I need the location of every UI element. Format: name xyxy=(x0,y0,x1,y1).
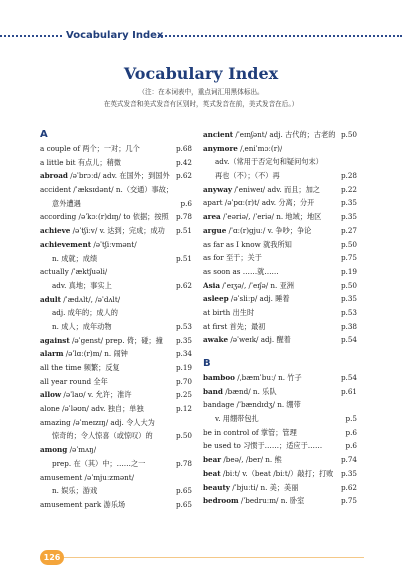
index-entry xyxy=(40,210,192,224)
entry-definition: 全年 xyxy=(91,376,108,386)
entry-text xyxy=(203,371,302,385)
index-entry xyxy=(40,265,192,279)
entry-headword: amusement park xyxy=(40,499,102,509)
entry-text xyxy=(52,279,112,293)
entry-text xyxy=(40,142,140,156)
entry-headword: argue xyxy=(203,225,227,235)
entry-text xyxy=(40,416,155,430)
entry-headword: as soon as xyxy=(203,266,241,276)
entry-text xyxy=(40,361,120,375)
footer-rule xyxy=(64,557,364,558)
index-entry xyxy=(203,169,357,183)
entry-headword: awake xyxy=(203,335,229,345)
entry-page-ref xyxy=(190,293,192,307)
entry-text xyxy=(203,292,290,306)
entry-definition: 游乐场 xyxy=(101,499,126,509)
entry-page-ref: p.51 xyxy=(175,253,192,263)
entry-page-ref: p.6 xyxy=(345,427,357,437)
entry-headword: beat xyxy=(203,468,221,478)
entry-text xyxy=(203,333,291,347)
entry-definition: 再也（不）；（不）再 xyxy=(215,171,280,181)
header-dots-left xyxy=(0,35,62,37)
entry-text xyxy=(203,238,292,252)
entry-text xyxy=(40,498,125,512)
entry-definition: /biːt/ v.（beat /biːt/）敲打；打败 xyxy=(220,468,334,478)
index-entry xyxy=(203,224,357,238)
index-entry xyxy=(40,320,192,334)
entry-headword: Asia xyxy=(203,280,221,290)
entry-headword: anyway xyxy=(203,184,233,194)
entry-text xyxy=(203,279,294,293)
entry-page-ref xyxy=(190,183,192,197)
index-entry xyxy=(203,439,357,453)
entry-text xyxy=(203,196,314,210)
index-entry xyxy=(40,238,192,252)
index-entry xyxy=(203,142,357,156)
entry-page-ref: p.70 xyxy=(175,376,192,386)
entry-page-ref: p.74 xyxy=(340,455,357,465)
entry-definition: /əˈgenst/ prep. 倚；碰；撞 xyxy=(69,335,163,345)
entry-headword: be used to xyxy=(203,441,241,451)
entry-definition: /əˈkɔː(r)dɪŋ/ to 依据；按照 xyxy=(76,212,169,222)
entry-page-ref xyxy=(355,155,357,169)
index-entry xyxy=(40,361,192,375)
entry-text xyxy=(40,402,144,416)
entry-text xyxy=(203,494,304,508)
entry-page-ref xyxy=(190,238,192,252)
entry-text xyxy=(52,457,145,471)
entry-definition: /əˈpɑː(r)t/ adv. 分离；分开 xyxy=(222,198,315,208)
entry-headword: a couple of xyxy=(40,144,80,153)
entry-text xyxy=(203,210,321,224)
entry-page-ref: p.65 xyxy=(175,499,192,509)
note-line-2: 在英式发音和美式发音有区别时，英式发音在前，美式发音在后。） xyxy=(103,100,299,108)
index-entry xyxy=(203,333,357,347)
index-entry xyxy=(203,155,357,169)
entry-text xyxy=(52,197,81,211)
entry-page-ref xyxy=(190,471,192,485)
entry-definition: 习惯于……；适应于…… xyxy=(240,441,323,451)
entry-definition: 频繁；反复 xyxy=(81,363,120,372)
entry-headword: against xyxy=(40,335,70,345)
entry-page-ref xyxy=(190,306,192,320)
entry-page-ref: p.50 xyxy=(175,431,192,441)
entry-list-b xyxy=(203,371,357,508)
page-number-badge: 126 xyxy=(40,550,64,565)
index-entry xyxy=(203,398,357,412)
index-entry xyxy=(40,197,192,211)
entry-headword: bandage xyxy=(203,400,235,410)
entry-headword: actually xyxy=(40,267,69,277)
index-entry xyxy=(203,306,357,320)
index-entry xyxy=(203,412,357,426)
entry-text xyxy=(203,481,298,495)
entry-headword: bedroom xyxy=(203,496,239,506)
entry-headword: allow xyxy=(40,390,62,400)
entry-definition: /ˌbæmˈbuː/ n. 竹子 xyxy=(234,373,302,382)
index-entry xyxy=(40,306,192,320)
entry-headword: band xyxy=(203,386,223,396)
entry-definition: n. 成就；成绩 xyxy=(52,253,98,263)
entry-headword: apart xyxy=(203,198,223,208)
entry-page-ref: p.78 xyxy=(175,458,192,468)
index-entry xyxy=(40,347,192,361)
entry-page-ref: p.35 xyxy=(340,294,357,304)
entry-definition: 至于；关于 xyxy=(223,253,262,263)
entry-page-ref: p.34 xyxy=(175,349,192,359)
index-entry xyxy=(40,183,192,197)
index-entry xyxy=(40,252,192,266)
entry-text xyxy=(203,385,277,399)
index-entry xyxy=(203,210,357,224)
entry-page-ref: p.38 xyxy=(340,321,357,331)
entry-page-ref: p.35 xyxy=(340,212,357,222)
index-entry xyxy=(203,467,357,481)
entry-definition: /ˈeɪnʃənt/ adj. 古代的；古老的 xyxy=(233,130,336,139)
entry-page-ref: p.50 xyxy=(340,130,357,139)
entry-text xyxy=(52,320,112,334)
entry-page-ref: p.35 xyxy=(340,468,357,478)
entry-definition: n. 成人；成年动物 xyxy=(52,321,112,331)
index-entry xyxy=(203,183,357,197)
entry-page-ref xyxy=(190,443,192,457)
entry-headword: all year round xyxy=(40,376,92,386)
entry-text xyxy=(40,375,108,389)
entry-text xyxy=(203,439,322,453)
index-entry xyxy=(40,375,192,389)
entry-page-ref: p.6 xyxy=(345,441,357,451)
note-line-1: （注：在本词表中，重点词汇用黑体标出。 xyxy=(138,88,264,96)
entry-page-ref: p.51 xyxy=(175,226,192,236)
entry-definition: /ˈædʌlt/, /əˈdʌlt/ xyxy=(60,294,121,304)
entry-definition: /ˈæktʃuəli/ xyxy=(68,267,108,277)
entry-page-ref xyxy=(190,265,192,279)
entry-page-ref: p.6 xyxy=(180,198,192,208)
entry-page-ref: p.54 xyxy=(340,335,357,345)
entry-headword: according xyxy=(40,212,77,222)
entry-headword: among xyxy=(40,445,68,455)
entry-page-ref: p.19 xyxy=(175,363,192,372)
entry-definition: /əˈbrɔːd/ adv. 在国外；到国外 xyxy=(67,171,170,181)
entry-page-ref: p.53 xyxy=(175,321,192,331)
entry-page-ref: p.75 xyxy=(340,253,357,263)
index-entry xyxy=(203,196,357,210)
entry-headword: abroad xyxy=(40,171,68,181)
entry-page-ref xyxy=(355,142,357,156)
entry-text xyxy=(52,484,97,498)
index-entry xyxy=(40,498,192,512)
entry-text xyxy=(40,293,120,307)
entry-text xyxy=(203,320,266,334)
entry-headword: bamboo xyxy=(203,373,235,382)
entry-definition: 意外遭遇 xyxy=(52,198,81,208)
entry-text xyxy=(40,388,132,402)
entry-page-ref: p.5 xyxy=(345,414,357,424)
right-column xyxy=(203,128,357,508)
entry-definition: 首先；最初 xyxy=(227,321,266,331)
entry-definition: /ˈeɪʒə/, /ˈeɪʃə/ n. 亚洲 xyxy=(220,280,294,290)
entry-definition: /ˈbændɪdʒ/ n. 绷带 xyxy=(234,400,301,410)
entry-page-ref: p.61 xyxy=(340,386,357,396)
entry-text xyxy=(40,169,170,183)
entry-headword: be in control of xyxy=(203,427,259,437)
entry-page-ref: p.28 xyxy=(340,171,357,181)
index-entry xyxy=(203,426,357,440)
entry-definition: /əˈmeɪzɪŋ/ adj. 令人大为 xyxy=(70,417,155,427)
entry-headword: area xyxy=(203,212,221,222)
entry-headword: all the time xyxy=(40,363,82,372)
entry-definition: /əˈmʌŋ/ xyxy=(67,445,97,455)
entry-text xyxy=(40,443,96,457)
entry-definition: 有点儿；稍微 xyxy=(75,157,121,167)
entry-text xyxy=(215,155,323,169)
entry-definition: /ˈɑː(r)gjuː/ v. 争吵；争论 xyxy=(226,225,312,235)
entry-page-ref: p.35 xyxy=(175,335,192,345)
entry-headword: anymore xyxy=(203,143,238,153)
entry-page-ref: p.42 xyxy=(175,157,192,167)
index-entry xyxy=(203,481,357,495)
entry-page-ref: p.50 xyxy=(340,239,357,249)
entry-definition: /ˈæksɪdənt/ n.（交通）事故； xyxy=(71,185,174,195)
entry-list-a-left xyxy=(40,142,192,512)
running-header xyxy=(0,30,402,42)
section-gap xyxy=(203,347,357,357)
entry-page-ref: p.62 xyxy=(175,280,192,290)
entry-definition: 就我所知 xyxy=(260,239,292,249)
index-entry xyxy=(40,388,192,402)
index-entry xyxy=(203,320,357,334)
entry-text xyxy=(215,169,280,183)
index-entry xyxy=(203,494,357,508)
entry-page-ref: p.25 xyxy=(175,390,192,400)
entry-definition: 惊奇的；令人惊喜（或惊叹）的 xyxy=(52,431,153,441)
index-entry xyxy=(203,371,357,385)
entry-headword: amusement xyxy=(40,472,83,482)
entry-text xyxy=(40,265,107,279)
entry-text xyxy=(40,210,169,224)
entry-text xyxy=(203,265,279,279)
index-entry xyxy=(40,334,192,348)
entry-page-ref: p.65 xyxy=(175,486,192,496)
index-entry xyxy=(40,429,192,443)
entry-page-ref xyxy=(190,416,192,430)
entry-definition: /bænd/ n. 乐队 xyxy=(222,386,277,396)
entry-headword: alarm xyxy=(40,349,64,359)
entry-definition: 出生时 xyxy=(230,307,255,317)
entry-page-ref: p.78 xyxy=(175,212,192,222)
entry-page-ref: p.22 xyxy=(340,184,357,194)
index-entry xyxy=(40,402,192,416)
entry-definition: /əˈsliːp/ adj. 睡着 xyxy=(228,294,290,304)
index-entry xyxy=(203,128,357,142)
index-entry xyxy=(40,293,192,307)
entry-definition: /ˈbjuːti/ n. 美；美丽 xyxy=(229,482,299,492)
entry-headword: amazing xyxy=(40,417,71,427)
index-entry xyxy=(40,416,192,430)
entry-definition: n. 娱乐；游戏 xyxy=(52,486,98,496)
entry-text xyxy=(203,467,333,481)
entry-headword: at birth xyxy=(203,307,231,317)
index-entry xyxy=(40,156,192,170)
entry-definition: /ˈeniweɪ/ adv. 而且；加之 xyxy=(232,184,320,194)
entry-text xyxy=(203,426,297,440)
index-entry xyxy=(40,279,192,293)
entry-page-ref: p.50 xyxy=(340,280,357,290)
entry-definition: /əˈtʃiːv/ v. 达到；完成；成功 xyxy=(70,226,165,236)
entry-headword: a little bit xyxy=(40,157,76,167)
entry-headword: alone xyxy=(40,404,60,414)
entry-page-ref: p.62 xyxy=(175,171,192,181)
entry-headword: achievement xyxy=(40,239,92,249)
entry-headword: accident xyxy=(40,185,72,195)
index-entry xyxy=(40,443,192,457)
entry-list-a-right xyxy=(203,128,357,347)
entry-text xyxy=(203,306,254,320)
section-letter-b: B xyxy=(203,358,211,369)
header-dots-right xyxy=(158,35,402,37)
entry-definition: /ˈbedruːm/ n. 卧室 xyxy=(238,496,305,506)
entry-definition: /əˈtʃiːvmənt/ xyxy=(91,239,137,249)
entry-definition: adv.（常用于否定句和疑问句末） xyxy=(215,157,323,167)
entry-text xyxy=(40,238,137,252)
entry-text xyxy=(215,412,259,426)
index-entry xyxy=(40,457,192,471)
entry-text xyxy=(40,334,163,348)
entry-definition: /ˌeniˈmɔː(r)/ xyxy=(237,143,283,153)
entry-definition: adj. 成年的；成人的 xyxy=(52,308,118,318)
entry-text xyxy=(52,252,97,266)
entry-definition: 两个；一对；几个 xyxy=(79,144,140,153)
entry-definition: /beə/, /ber/ n. 熊 xyxy=(221,455,282,465)
entry-headword: at first xyxy=(203,321,228,331)
index-entry xyxy=(40,471,192,485)
entry-headword: ancient xyxy=(203,130,234,139)
entry-text xyxy=(203,183,320,197)
entry-definition: prep. 在（其）中；……之一 xyxy=(52,458,146,468)
entry-headword: beauty xyxy=(203,482,230,492)
section-letter-a: A xyxy=(40,129,48,140)
entry-text xyxy=(203,398,301,412)
entry-page-ref: p.35 xyxy=(340,198,357,208)
index-entry xyxy=(40,142,192,156)
index-entry xyxy=(203,453,357,467)
entry-text xyxy=(40,471,134,485)
entry-page-ref: p.12 xyxy=(175,404,192,414)
entry-text xyxy=(203,251,262,265)
entry-headword: achieve xyxy=(40,226,71,236)
entry-definition: ……就…… xyxy=(240,266,279,276)
index-entry xyxy=(40,169,192,183)
entry-headword: adult xyxy=(40,294,61,304)
entry-page-ref: p.75 xyxy=(340,496,357,506)
entry-text xyxy=(40,183,173,197)
entry-definition: 掌管；管理 xyxy=(258,427,297,437)
entry-definition: /əˈweɪk/ adj. 醒着 xyxy=(228,335,291,345)
entry-text xyxy=(203,224,311,238)
entry-definition: /ˈeəriə/, /ˈeriə/ n. 地域；地区 xyxy=(220,212,322,222)
entry-definition: /əˈlɑː(r)m/ n. 闹钟 xyxy=(63,349,128,359)
entry-page-ref: p.62 xyxy=(340,482,357,492)
entry-definition: v. 用绷带包扎 xyxy=(215,414,259,424)
entry-page-ref: p.68 xyxy=(175,144,192,153)
entry-text xyxy=(52,429,153,443)
page-title: Vocabulary Index xyxy=(123,64,279,83)
index-entry xyxy=(203,279,357,293)
entry-page-ref xyxy=(355,398,357,412)
entry-headword: as for xyxy=(203,253,224,263)
entry-page-ref: p.27 xyxy=(340,225,357,235)
index-entry xyxy=(203,238,357,252)
entry-page-ref: p.54 xyxy=(340,373,357,382)
left-column xyxy=(40,128,192,512)
entry-text xyxy=(40,224,165,238)
entry-text xyxy=(52,306,118,320)
entry-definition: /əˈmjuːzmənt/ xyxy=(82,472,135,482)
entry-page-ref: p.53 xyxy=(340,307,357,317)
index-entry xyxy=(203,385,357,399)
index-entry xyxy=(203,265,357,279)
index-entry xyxy=(40,484,192,498)
index-entry xyxy=(40,224,192,238)
entry-text xyxy=(203,128,335,142)
index-entry xyxy=(203,251,357,265)
entry-text xyxy=(40,347,128,361)
entry-text xyxy=(203,453,282,467)
entry-headword: as far as I know xyxy=(203,239,261,249)
index-entry xyxy=(203,292,357,306)
entry-headword: bear xyxy=(203,455,222,465)
entry-definition: /əˈləʊn/ adv. 独自；单独 xyxy=(59,404,144,414)
entry-headword: asleep xyxy=(203,294,229,304)
entry-definition: /əˈlaʊ/ v. 允许；准许 xyxy=(61,390,132,400)
entry-definition: adv. 真地；事实上 xyxy=(52,280,112,290)
entry-text xyxy=(40,156,121,170)
entry-page-ref: p.19 xyxy=(340,266,357,276)
entry-text xyxy=(203,142,282,156)
running-header-label: Vocabulary Index xyxy=(66,30,164,41)
